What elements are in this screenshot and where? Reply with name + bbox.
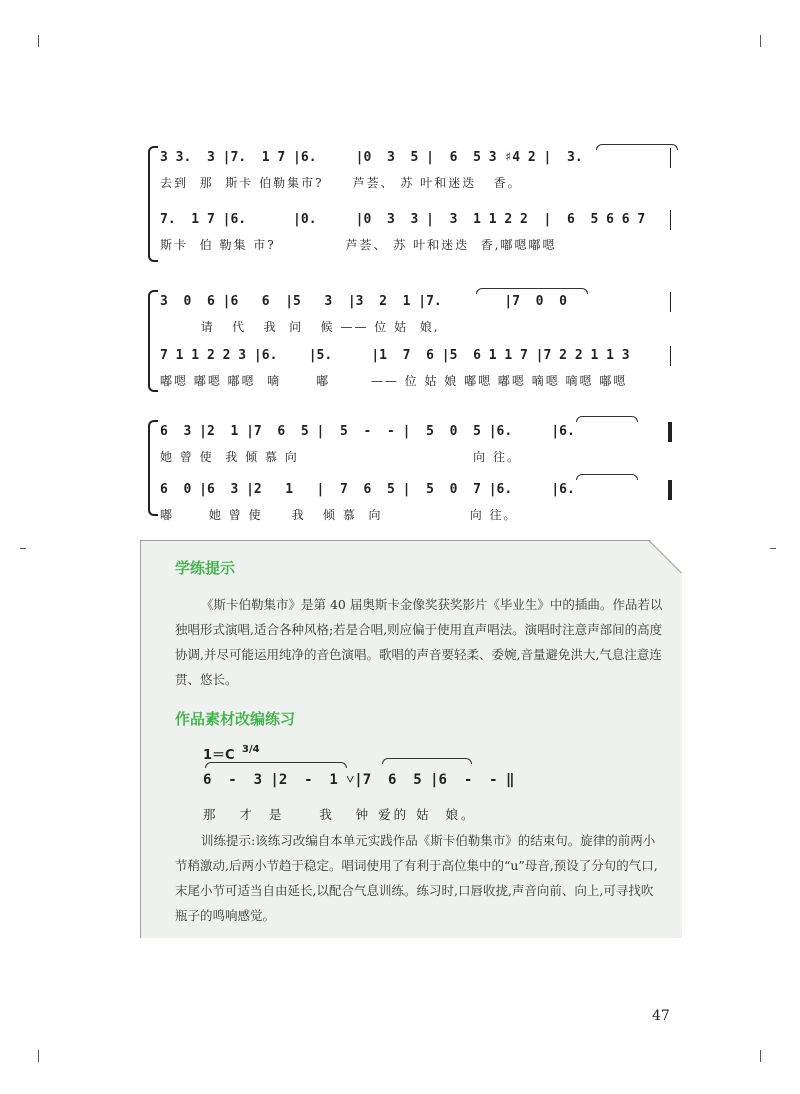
exercise-lyrics: 那 才 是 我 钟 爱的 姑 娘。	[203, 807, 477, 822]
system-brace	[148, 146, 158, 262]
tie-arc	[476, 288, 588, 294]
score-system	[148, 290, 673, 410]
score-system	[148, 146, 673, 266]
bar-line	[670, 346, 671, 366]
lyrics: 嘟 她 曾 使 我 倾 慕 向 向 往。	[160, 508, 518, 522]
crop-mark	[20, 548, 26, 549]
tie-arc	[205, 762, 347, 768]
exercise-time-signature: 3/4	[242, 744, 260, 755]
numbered-notes: 7. 1 7 |6. |0. |0 3 3 | 3 1 1 2 2 | 6 5 6 6 7	[160, 212, 654, 227]
crop-mark	[38, 1050, 39, 1062]
system-brace	[148, 420, 158, 516]
score-line	[158, 348, 673, 412]
crop-mark	[770, 548, 776, 549]
lyrics: 去到 那 斯卡 伯勒集市? 芦荟、 苏 叶和迷迭 香。	[160, 176, 522, 190]
lyrics: 斯卡 伯 勒集 市? 芦荟、 苏 叶和迷迭 香,嘟嗯嘟嗯	[160, 238, 557, 252]
numbered-notes: 7 1 1 2 2 3 |6. |5. |1 7 6 |5 6 1 1 7 |7 2 2 1 1 3	[160, 348, 638, 363]
practice-tips-text: 《斯卡伯勒集市》是第 40 届奥斯卡金像奖获奖影片《毕业生》中的插曲。作品若以独唱形式演唱,适合各种风格;若是合唱,则应偏于使用直声唱法。演唱时注意声部间的高度协调,并尽可能运用纯净的音色演唱。歌唱的声音要轻柔、委婉,音量避免洪大,气息注意连贯、悠长。	[175, 597, 663, 687]
tie-arc	[382, 758, 472, 764]
score-line	[158, 212, 673, 276]
score-system	[148, 420, 673, 530]
lyrics: 她 曾 使 我 倾 慕 向 向 往。	[160, 450, 521, 464]
music-score	[0, 0, 800, 540]
practice-tips-heading: 学练提示	[175, 559, 236, 577]
system-brace	[148, 290, 158, 392]
final-bar-line	[668, 422, 672, 442]
bar-line	[670, 148, 671, 168]
tie-arc	[576, 416, 638, 422]
score-line	[158, 482, 673, 546]
page-number: 47	[652, 1008, 670, 1024]
bar-line	[670, 292, 671, 312]
numbered-notes: 3 3. 3 |7. 1 7 |6. |0 3 5 | 6 5 3 ♯4 2 | 3.	[160, 150, 646, 165]
crop-mark	[760, 1050, 761, 1062]
numbered-notes: 6 3 |2 1 |7 6 5 | 5 - - | 5 0 5 |6. |6.	[160, 424, 591, 439]
lyrics: 嘟嗯 嘟嗯 嘟嗯 嘀 嘟 —— 位 姑 娘 嘟嗯 嘟嗯 嘀嗯 嘀嗯 嘟嗯	[160, 374, 628, 388]
exercise-key-signature: 1＝C	[203, 748, 235, 763]
exercise-notes: 6 - 3 |2 - 1 ˅|7 6 5 |6 - - ‖	[203, 772, 515, 788]
numbered-notes: 6 0 |6 3 |2 1 | 7 6 5 | 5 0 7 |6. |6.	[160, 482, 591, 497]
tie-arc	[576, 474, 638, 480]
tie-arc	[596, 144, 678, 150]
lyrics: 请 代 我 问 候 —— 位 姑 娘,	[160, 320, 440, 334]
bar-line	[670, 210, 671, 230]
training-tips-text: 训练提示:该练习改编自本单元实践作品《斯卡伯勒集市》的结束句。旋律的前两小节稍激动,后两小节趋于稳定。唱词使用了有利于高位集中的“u”母音,预设了分句的气口,末尾小节可适当自由延长,以配合气息训练。练习时,口唇收拢,声音向前、向上,可寻找吹瓶子的鸣响感觉。	[175, 833, 658, 923]
adaptation-exercise-heading: 作品素材改编练习	[175, 710, 296, 728]
score-line	[158, 150, 673, 214]
numbered-notes: 3 0 6 |6 6 |5 3 |3 2 1 |7. |7 0 0	[160, 294, 575, 309]
final-bar-line	[668, 480, 672, 500]
